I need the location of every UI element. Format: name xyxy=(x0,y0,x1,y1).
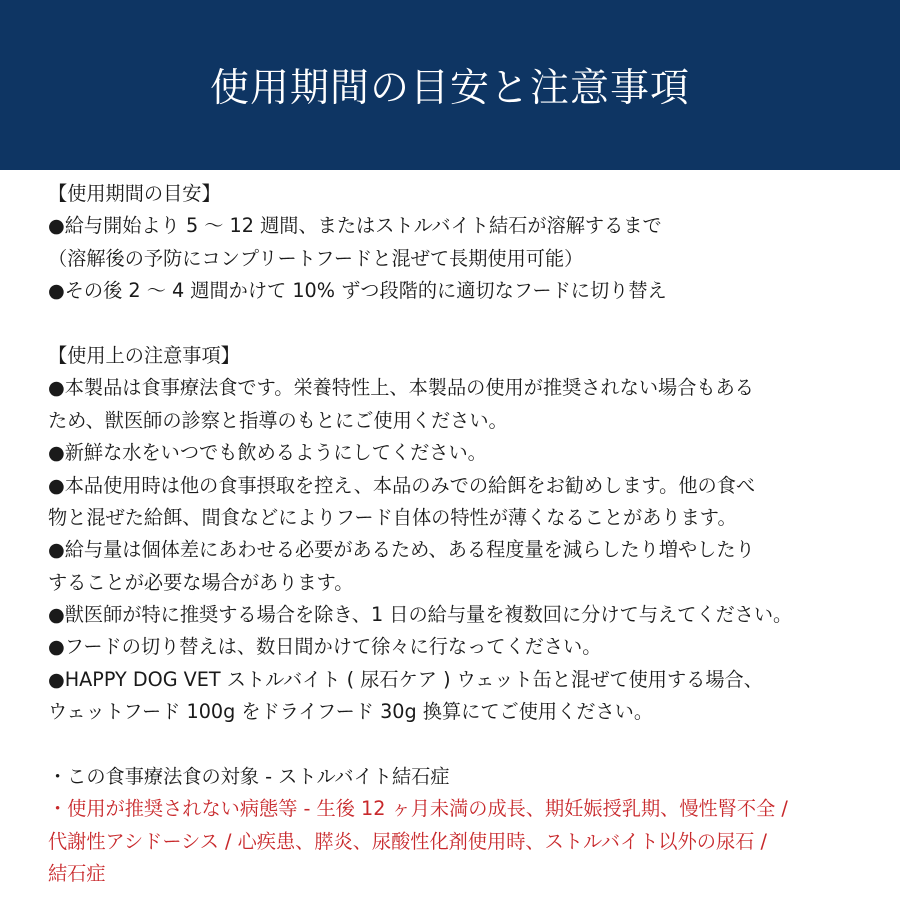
precaution-line: ●HAPPY DOG VET ストルバイト ( 尿石ケア ) ウェット缶と混ぜて使用する場合、 xyxy=(48,667,763,691)
page-title: 使用期間の目安と注意事項 xyxy=(209,66,690,111)
content-body xyxy=(48,178,888,891)
precaution-line: ●本製品は食事療法食です。栄養特性上、本製品の使用が推奨されない場合もある xyxy=(48,376,754,400)
target-condition-line: ・この食事療法食の対象 - ストルバイト結石症 xyxy=(48,765,450,789)
usage-period-heading: 【使用期間の目安】 xyxy=(48,182,221,205)
precaution-line: ため、獣医師の診察と指導のもとにご使用ください。 xyxy=(48,408,508,432)
usage-period-line: ●その後 2 ～ 4 週間かけて 10% ずつ段階的に適切なフードに切り替え xyxy=(48,279,667,303)
contraindication-line: ・使用が推奨されない病態等 - 生後 12 ヶ月未満の成長、期妊娠授乳期、慢性腎不全 / xyxy=(48,797,788,821)
precaution-line: ●本品使用時は他の食事摂取を控え、本品のみでの給餌をお勧めします。他の食べ xyxy=(48,473,756,497)
precaution-line: ●新鮮な水をいつでも飲めるようにしてください。 xyxy=(48,441,487,465)
header-banner xyxy=(0,0,900,170)
precaution-line: することが必要な場合があります。 xyxy=(48,570,354,594)
precaution-line: ●フードの切り替えは、数日間かけて徐々に行なってください。 xyxy=(48,635,602,659)
contraindication-line: 結石症 xyxy=(48,862,106,886)
precaution-line: ●給与量は個体差にあわせる必要があるため、ある程度量を減らしたり増やしたり xyxy=(48,538,755,562)
precaution-line: 物と混ぜた給餌、間食などによりフード自体の特性が薄くなることがあります。 xyxy=(48,505,737,529)
precaution-line: ウェットフード 100g をドライフード 30g 換算にてご使用ください。 xyxy=(48,700,654,724)
section-spacer xyxy=(48,308,888,340)
precautions-heading: 【使用上の注意事項】 xyxy=(48,343,240,367)
usage-period-line: ●給与開始より 5 ～ 12 週間、またはストルバイト結石が溶解するまで xyxy=(48,214,662,238)
contraindication-line: 代謝性アシドーシス / 心疾患、膵炎、尿酸性化剤使用時、ストルバイト以外の尿石 / xyxy=(48,829,767,853)
precaution-line: ●獣医師が特に推奨する場合を除き、1 日の給与量を複数回に分けて与えてください。 xyxy=(48,603,793,627)
usage-period-line: （溶解後の予防にコンプリートフードと混ぜて長期使用可能） xyxy=(48,246,584,270)
section-spacer xyxy=(48,729,888,761)
